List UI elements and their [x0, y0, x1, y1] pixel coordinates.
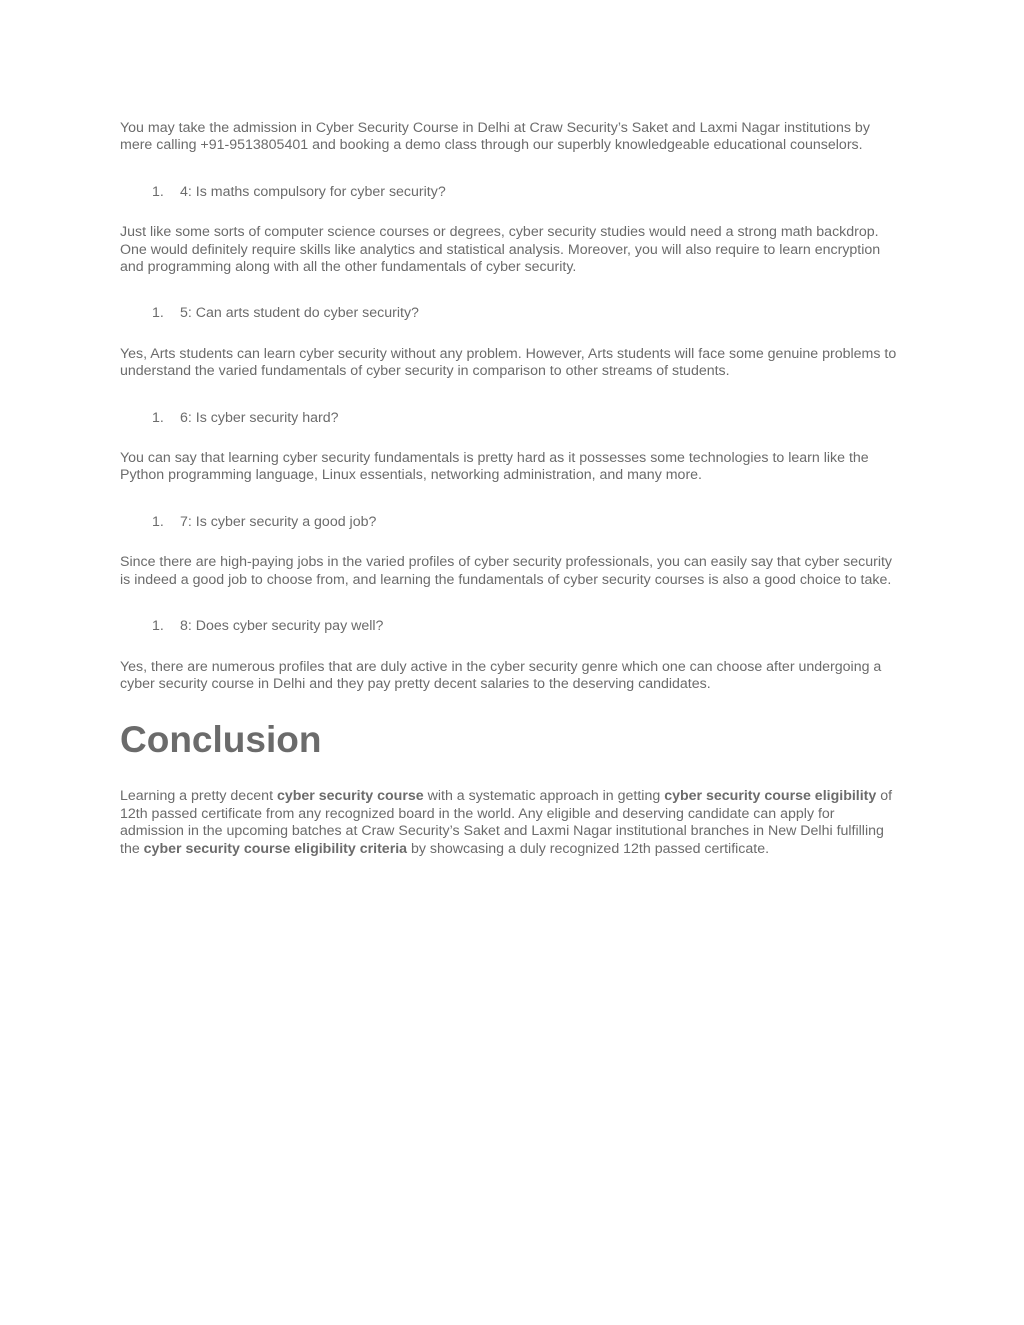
faq-question-4 [120, 184, 902, 201]
faq-question-5 [120, 305, 902, 322]
list-number: 1. [152, 305, 164, 322]
answer-paragraph-5: Yes, Arts students can learn cyber security without any problem. However, Arts students will face some genuine problems to understand the varied fundamentals of cyber security in comparison to other streams of students. [120, 345, 897, 380]
faq-question-6 [120, 410, 902, 427]
faq-question-7 [120, 514, 902, 531]
answer-paragraph-4: Just like some sorts of computer science courses or degrees, cyber security studies would need a strong math backdrop. One would definitely require skills like analytics and statistical analysis. Moreover, you will also require to learn encryption and programming along with all the other fundamentals of cyber security. [120, 224, 881, 276]
conclusion-text-2: with a systematic approach in getting [423, 788, 665, 805]
conclusion-bold-1: cyber security course [276, 788, 424, 805]
answer-paragraph-8: Yes, there are numerous profiles that are duly active in the cyber security genre which one can choose after undergoing a cyber security course in Delhi and they pay pretty decent salaries to the deserving candidates. [120, 658, 882, 692]
list-number: 1. [152, 618, 164, 635]
conclusion-text-1: Learning a pretty decent [120, 788, 277, 805]
list-number: 1. [152, 183, 164, 200]
conclusion-heading: Conclusion [120, 719, 322, 761]
document-page [120, 120, 902, 858]
question-text: 5: Can arts student do cyber security? [180, 305, 419, 322]
list-number: 1. [152, 513, 164, 530]
intro-paragraph: You may take the admission in Cyber Security Course in Delhi at Craw Security’s Saket and Laxmi Nagar institutions by mere calling +91-9513805401 and booking a demo class through our superbly knowledgeable educational counselors. [120, 120, 870, 154]
conclusion-bold-3: cyber security course eligibility criteria [143, 840, 408, 857]
question-text: 8: Does cyber security pay well? [180, 618, 384, 635]
question-text: 6: Is cyber security hard? [180, 409, 339, 426]
conclusion-paragraph [120, 788, 902, 858]
conclusion-text-3: of 12th passed certificate from any recognized board in the world. Any eligible and deserving candidate can apply for admission in the upcoming batches at Craw Security’s Saket and Laxmi Nagar institutional branches in New Delhi fulfilling the [120, 788, 893, 857]
answer-paragraph-7: Since there are high-paying jobs in the varied profiles of cyber security professionals, you can easily say that cyber security is indeed a good job to choose from, and learning the fundamentals of cyber security courses is also a good choice to take. [120, 554, 893, 588]
question-text: 7: Is cyber security a good job? [180, 513, 377, 530]
conclusion-text-4: by showcasing a duly recognized 12th passed certificate. [407, 840, 770, 857]
answer-paragraph-6: You can say that learning cyber security fundamentals is pretty hard as it possesses some technologies to learn like the Python programming language, Linux essentials, networking administration, and many more. [120, 450, 869, 484]
question-text: 4: Is maths compulsory for cyber security? [180, 183, 446, 200]
conclusion-bold-2: cyber security course eligibility [664, 788, 877, 805]
faq-question-8 [120, 618, 902, 635]
list-number: 1. [152, 409, 164, 426]
